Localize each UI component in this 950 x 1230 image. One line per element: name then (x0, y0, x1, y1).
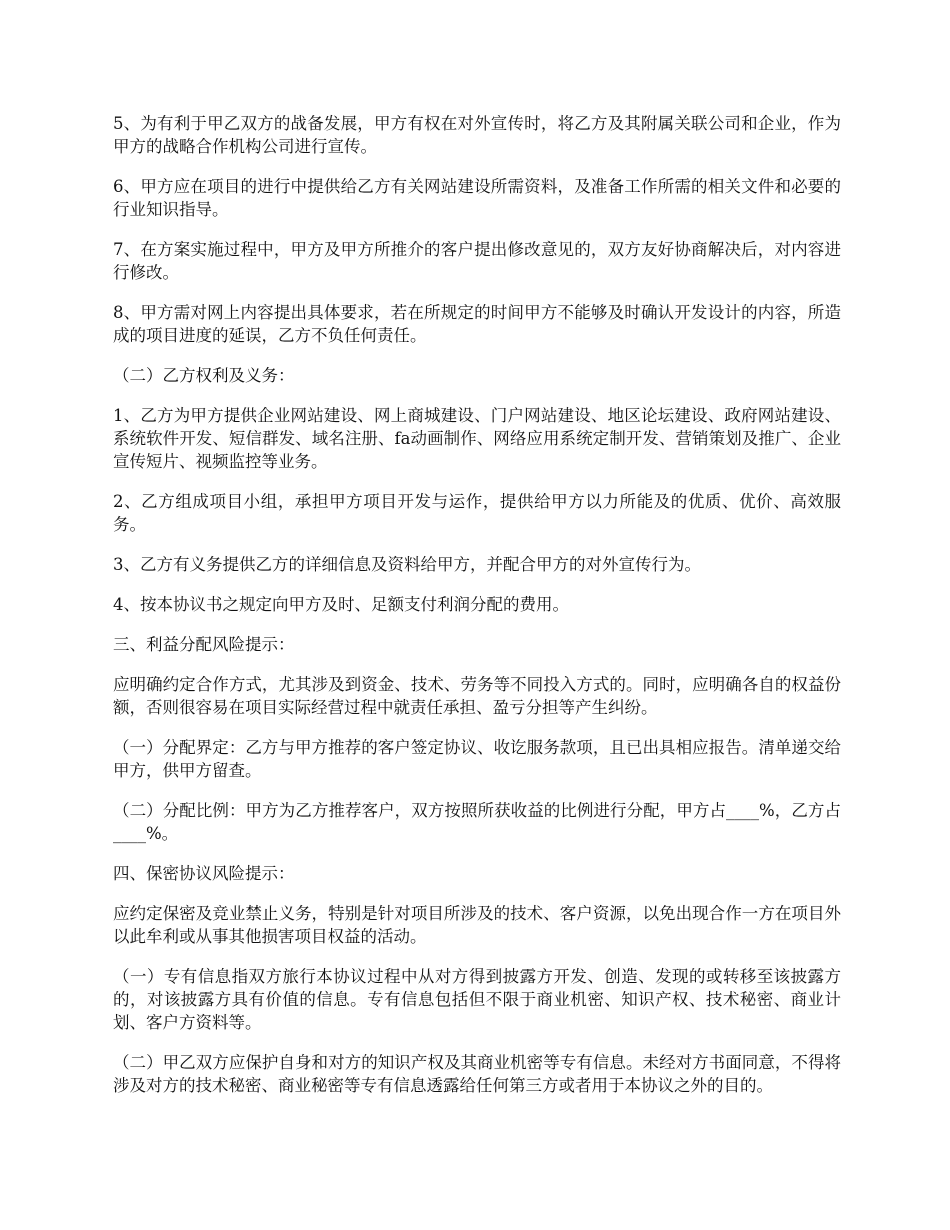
paragraph-profit-definition: （一）分配界定：乙方与甲方推荐的客户签定协议、收讫服务款项，且已出具相应报告。清单递交给甲方，供甲方留查。 (113, 738, 841, 780)
paragraph-confidentiality-obligation: 应约定保密及竞业禁止义务，特别是针对项目所涉及的技术、客户资源，以免出现合作一方在项目外以此牟利或从事其他损害项目权益的活动。 (113, 904, 841, 946)
section-heading-profit-risk: 三、利益分配风险提示： (113, 635, 295, 654)
paragraph-party-b-services: 1、乙方为甲方提供企业网站建设、网上商城建设、门户网站建设、地区论坛建设、政府网站建设、系统软件开发、短信群发、域名注册、fa动画制作、网络应用系统定制开发、营销策划及推广、企业宣传短片、视频监控等业务。 (113, 406, 841, 471)
paragraph-party-b-team: 2、乙方组成项目小组，承担甲方项目开发与运作，提供给甲方以力所能及的优质、优价、高效服务。 (113, 492, 841, 534)
paragraph-party-a-revisions: 7、在方案实施过程中，甲方及甲方所推介的客户提出修改意见的，双方友好协商解决后，对内容进行修改。 (113, 240, 841, 282)
paragraph-profit-cooperation: 应明确约定合作方式，尤其涉及到资金、技术、劳务等不同投入方式的。同时，应明确各自的权益份额，否则很容易在项目实际经营过程中就责任承担、盈亏分担等产生纠纷。 (113, 675, 841, 717)
paragraph-ip-protection: （二）甲乙双方应保护自身和对方的知识产权及其商业机密等专有信息。未经对方书面同意，不得将涉及对方的技术秘密、商业秘密等专有信息透露给任何第三方或者用于本协议之外的目的。 (113, 1053, 841, 1095)
section-heading-confidentiality-risk: 四、保密协议风险提示： (113, 864, 295, 883)
document-body (113, 112, 841, 1114)
paragraph-party-b-payment: 4、按本协议书之规定向甲方及时、足额支付利润分配的费用。 (113, 595, 569, 614)
section-heading-party-b-rights: （二）乙方权利及义务： (113, 366, 295, 385)
paragraph-party-b-information: 3、乙方有义务提供乙方的详细信息及资料给甲方，并配合甲方的对外宣传行为。 (113, 555, 701, 574)
paragraph-party-a-requirements: 8、甲方需对网上内容提出具体要求，若在所规定的时间甲方不能够及时确认开发设计的内容，所造成的项目进度的延误，乙方不负任何责任。 (113, 303, 841, 345)
paragraph-profit-ratio: （二）分配比例：甲方为乙方推荐客户，双方按照所获收益的比例进行分配，甲方占____%，乙方占____%。 (113, 801, 841, 843)
paragraph-party-a-publicity: 5、为有利于甲乙双方的战备发展，甲方有权在对外宣传时，将乙方及其附属关联公司和企业，作为甲方的战略合作机构公司进行宣传。 (113, 114, 841, 156)
paragraph-party-a-materials: 6、甲方应在项目的进行中提供给乙方有关网站建设所需资料，及准备工作所需的相关文件和必要的行业知识指导。 (113, 177, 841, 219)
paragraph-proprietary-information: （一）专有信息指双方旅行本协议过程中从对方得到披露方开发、创造、发现的或转移至该披露方的，对该披露方具有价值的信息。专有信息包括但不限于商业机密、知识产权、技术秘密、商业计划、客户方资料等。 (113, 967, 841, 1032)
